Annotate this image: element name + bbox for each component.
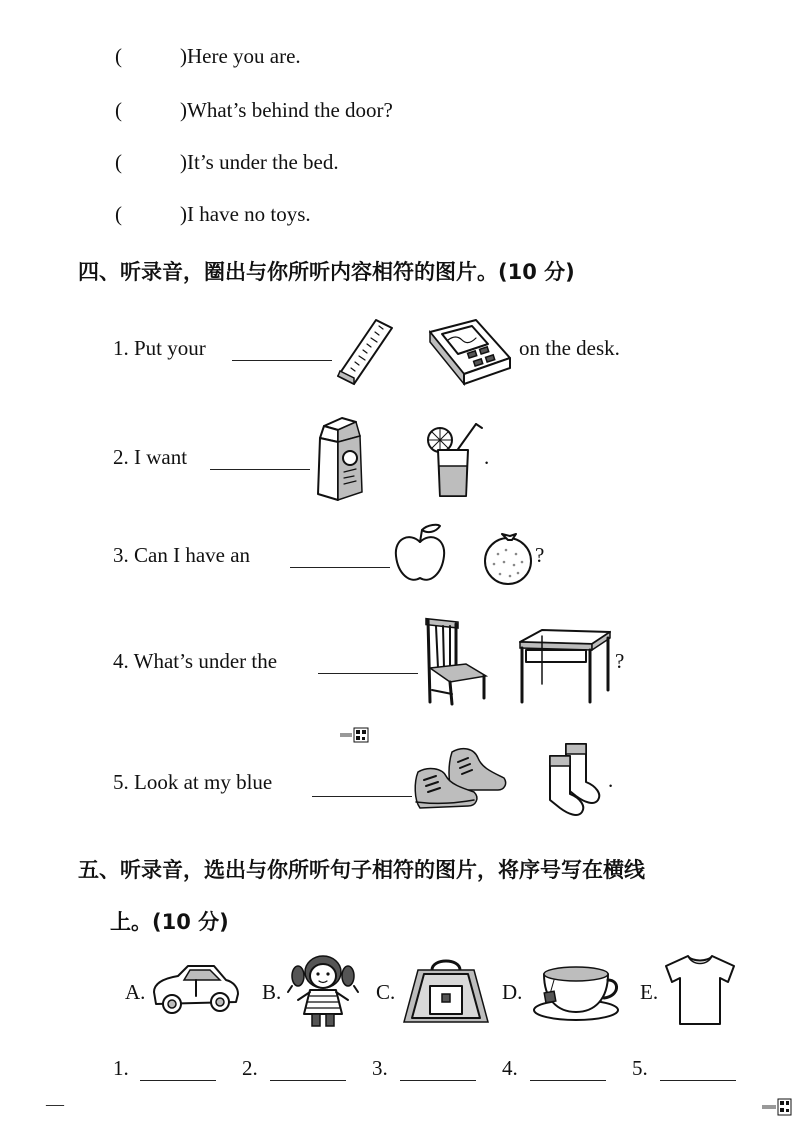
match-text: I have no toys. — [187, 202, 311, 226]
qr-mark-icon — [340, 728, 368, 742]
answer-1-label: 1. — [113, 1056, 129, 1080]
item-5-blank[interactable] — [312, 776, 412, 797]
ruler-icon[interactable] — [336, 318, 396, 386]
car-icon[interactable] — [148, 962, 240, 1014]
item-5-prefix: 5. Look at my blue — [113, 770, 273, 794]
match-text: Here you are. — [187, 44, 301, 68]
match-line-1 — [115, 44, 301, 69]
close-paren: ) — [180, 98, 187, 122]
qr-code-icon — [762, 1098, 792, 1116]
milk-carton-icon[interactable] — [316, 416, 366, 502]
item-2-suffix: . — [484, 445, 490, 469]
desk-icon[interactable] — [516, 628, 612, 704]
tshirt-icon[interactable] — [662, 952, 738, 1026]
section-5-heading-line-2: 上。(10 分) — [110, 910, 229, 934]
bag-icon[interactable] — [402, 956, 490, 1026]
book-icon[interactable] — [428, 318, 512, 386]
match-text: It’s under the bed. — [187, 150, 339, 174]
item-4-blank[interactable] — [318, 653, 418, 674]
answer-2-label: 2. — [242, 1056, 258, 1080]
apple-icon[interactable] — [392, 522, 448, 584]
item-2-blank[interactable] — [210, 449, 310, 470]
close-paren: ) — [180, 150, 187, 174]
section-5-heading-line-1: 五、听录音，选出与你所听句子相符的图片，将序号写在横线 — [78, 858, 645, 882]
match-text: What’s behind the door? — [187, 98, 393, 122]
option-b-label: B. — [262, 980, 282, 1004]
answer-4-label: 4. — [502, 1056, 518, 1080]
option-d-label: D. — [502, 980, 523, 1004]
shoes-icon[interactable] — [412, 744, 508, 812]
item-3-blank[interactable] — [290, 547, 390, 568]
chair-icon[interactable] — [420, 614, 492, 706]
option-a-label: A. — [125, 980, 146, 1004]
item-3-suffix: ? — [535, 543, 545, 567]
answer-5-blank[interactable] — [660, 1060, 736, 1081]
footer-dash: — — [46, 1094, 64, 1114]
option-c-label: C. — [376, 980, 396, 1004]
teacup-icon[interactable] — [532, 960, 620, 1022]
answer-3-label: 3. — [372, 1056, 388, 1080]
open-paren: ( — [115, 98, 122, 122]
item-1-suffix: on the desk. — [519, 336, 620, 360]
answer-5-label: 5. — [632, 1056, 648, 1080]
answer-4-blank[interactable] — [530, 1060, 606, 1081]
doll-icon[interactable] — [286, 952, 360, 1028]
item-1-blank[interactable] — [232, 340, 332, 361]
section-4-heading: 四、听录音，圈出与你所听内容相符的图片。(10 分) — [78, 260, 575, 284]
item-5-suffix: . — [608, 768, 614, 792]
item-4-suffix: ? — [615, 649, 625, 673]
answer-2-blank[interactable] — [270, 1060, 346, 1081]
option-e-label: E. — [640, 980, 659, 1004]
juice-icon[interactable] — [418, 420, 484, 500]
answer-1-blank[interactable] — [140, 1060, 216, 1081]
orange-icon[interactable] — [480, 532, 536, 586]
item-2-prefix: 2. I want — [113, 445, 188, 469]
open-paren: ( — [115, 202, 122, 226]
close-paren: ) — [180, 202, 187, 226]
item-4-prefix: 4. What’s under the — [113, 649, 278, 673]
answer-3-blank[interactable] — [400, 1060, 476, 1081]
open-paren: ( — [115, 150, 122, 174]
match-line-3 — [115, 150, 339, 175]
match-line-4 — [115, 202, 311, 227]
match-line-2 — [115, 98, 393, 123]
close-paren: ) — [180, 44, 187, 68]
item-3-prefix: 3. Can I have an — [113, 543, 251, 567]
item-1-prefix: 1. Put your — [113, 336, 206, 360]
open-paren: ( — [115, 44, 122, 68]
socks-icon[interactable] — [540, 740, 604, 820]
